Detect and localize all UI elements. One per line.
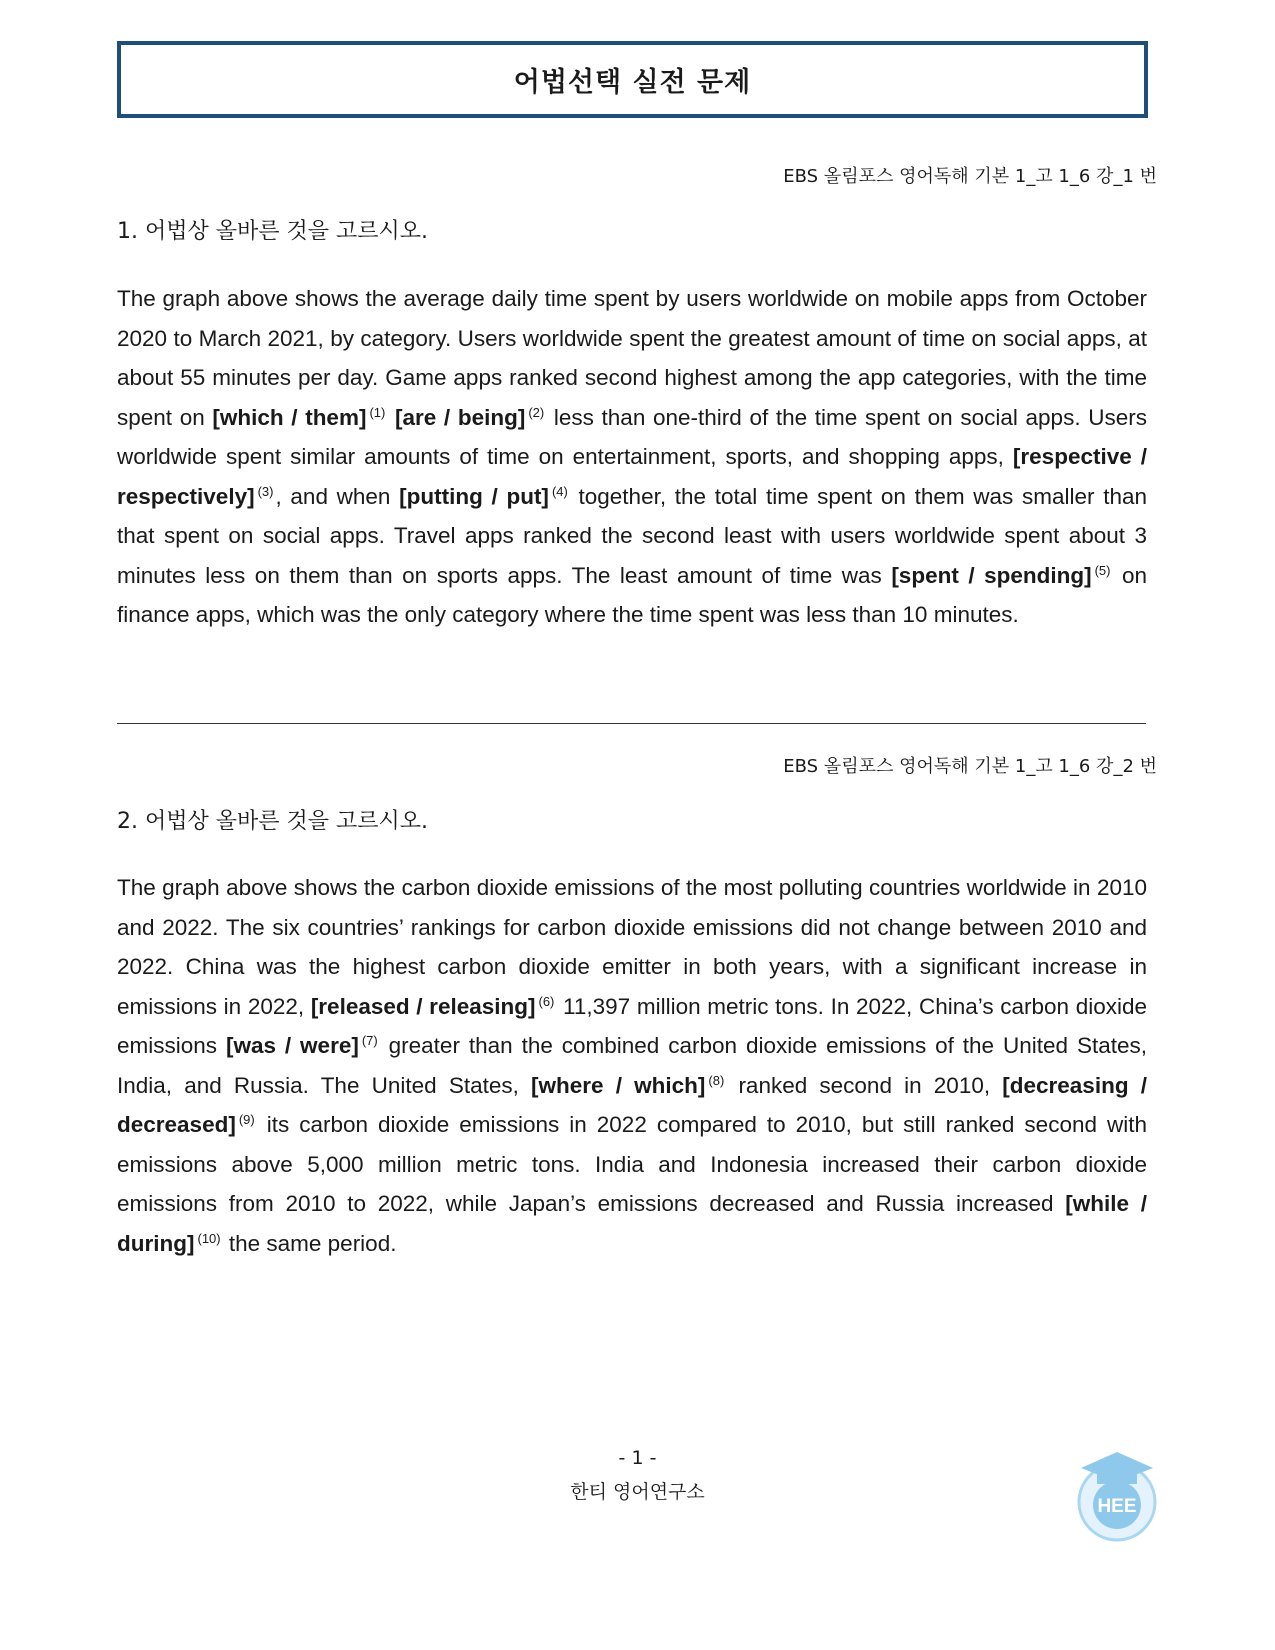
q1-num-5: (5) bbox=[1094, 562, 1111, 578]
q2-text: the same period. bbox=[222, 1230, 397, 1256]
q1-choice-5[interactable]: [spent / spending] bbox=[891, 562, 1092, 588]
q2-prompt: 2. 어법상 올바른 것을 고르시오. bbox=[117, 809, 428, 834]
q2-text: The graph above shows the carbon dioxide emissions of the most polluting countries worldwide in 2010 and 2022. The six countries’ rankings for carbon dioxide emissions did not change between 2010 and 2022. China was the highest carbon dioxide emitter in both years, with a significant increase in emissions in 2022, bbox=[117, 875, 1147, 1019]
q2-text: greater than the combined carbon dioxide emissions of the United States, India, and Russia. The United States, bbox=[117, 1033, 1147, 1098]
footer-org: 한티 영어연구소 bbox=[570, 1481, 705, 1503]
logo-text: HEE bbox=[1097, 1496, 1137, 1517]
q1-choice-1[interactable]: [which / them] bbox=[212, 404, 367, 430]
q2-num-7: (7) bbox=[361, 1033, 378, 1048]
q2-source: EBS 올림포스 영어독해 기본 1_고 1_6 강_2 번 bbox=[783, 756, 1157, 777]
q1-source: EBS 올림포스 영어독해 기본 1_고 1_6 강_1 번 bbox=[783, 166, 1157, 187]
section-divider bbox=[117, 723, 1146, 724]
title-box bbox=[117, 41, 1148, 118]
q1-text: The graph above shows the average daily time spent by users worldwide on mobile apps from October 2020 to March 2021, by category. Users worldwide spent the greatest amount of time on social apps, at about 55 minutes per day. Game apps ranked second highest among the app categories, with the time spent on bbox=[117, 286, 1147, 430]
q2-text: 11,397 million metric tons. In 2022, China’s carbon dioxide emissions bbox=[117, 993, 1148, 1058]
q2-choice-10[interactable]: [while / during] bbox=[117, 1191, 1147, 1256]
q2-choice-9[interactable]: [decreasing / decreased] bbox=[117, 1072, 1147, 1137]
q2-num-10: (10) bbox=[197, 1230, 221, 1246]
q1-prompt: 1. 어법상 올바른 것을 고르시오. bbox=[117, 219, 428, 244]
q2-num-6: (6) bbox=[538, 993, 555, 1009]
q2-passage bbox=[117, 868, 1147, 1263]
q1-num-2: (2) bbox=[528, 404, 545, 420]
q1-passage bbox=[117, 279, 1147, 635]
page-number: - 1 - bbox=[618, 1447, 657, 1469]
q1-text: on finance apps, which was the only category where the time spent was less than 10 minutes. bbox=[117, 562, 1148, 627]
q2-num-9: (9) bbox=[238, 1112, 255, 1127]
page-title: 어법선택 실전 문제 bbox=[513, 67, 752, 98]
q1-text: , and when bbox=[275, 483, 400, 509]
q1-text bbox=[387, 405, 395, 430]
q2-text: ranked second in 2010, bbox=[726, 1072, 1003, 1098]
q2-num-8: (8) bbox=[708, 1072, 725, 1088]
q1-choice-4[interactable]: [putting / put] bbox=[399, 483, 549, 509]
q1-text: together, the total time spent on them was smaller than that spent on social apps. Travel apps ranked the second least with users worldwide spent about 3 minutes less on them than on sports apps. The least amount of time was bbox=[117, 483, 1147, 588]
q1-choice-2[interactable]: [are / being] bbox=[395, 404, 526, 430]
q2-choice-6[interactable]: [released / releasing] bbox=[310, 993, 536, 1019]
q2-choice-7[interactable]: [was / were] bbox=[225, 1033, 359, 1058]
q1-choice-3[interactable]: [respective / respectively] bbox=[117, 444, 1147, 509]
q2-text: its carbon dioxide emissions in 2022 compared to 2010, but still ranked second with emissions above 5,000 million metric tons. India and Indonesia increased their carbon dioxide emissions from 2010 to 2022, while Japan’s emissions decreased and Russia increased bbox=[117, 1112, 1147, 1216]
q2-choice-8[interactable]: [where / which] bbox=[531, 1072, 706, 1098]
q1-num-1: (1) bbox=[369, 404, 386, 420]
q1-text: less than one-third of the time spent on social apps. Users worldwide spent similar amounts of time on entertainment, sports, and shopping apps, bbox=[117, 404, 1147, 469]
q1-num-4: (4) bbox=[551, 483, 568, 499]
q1-num-3: (3) bbox=[257, 483, 274, 499]
